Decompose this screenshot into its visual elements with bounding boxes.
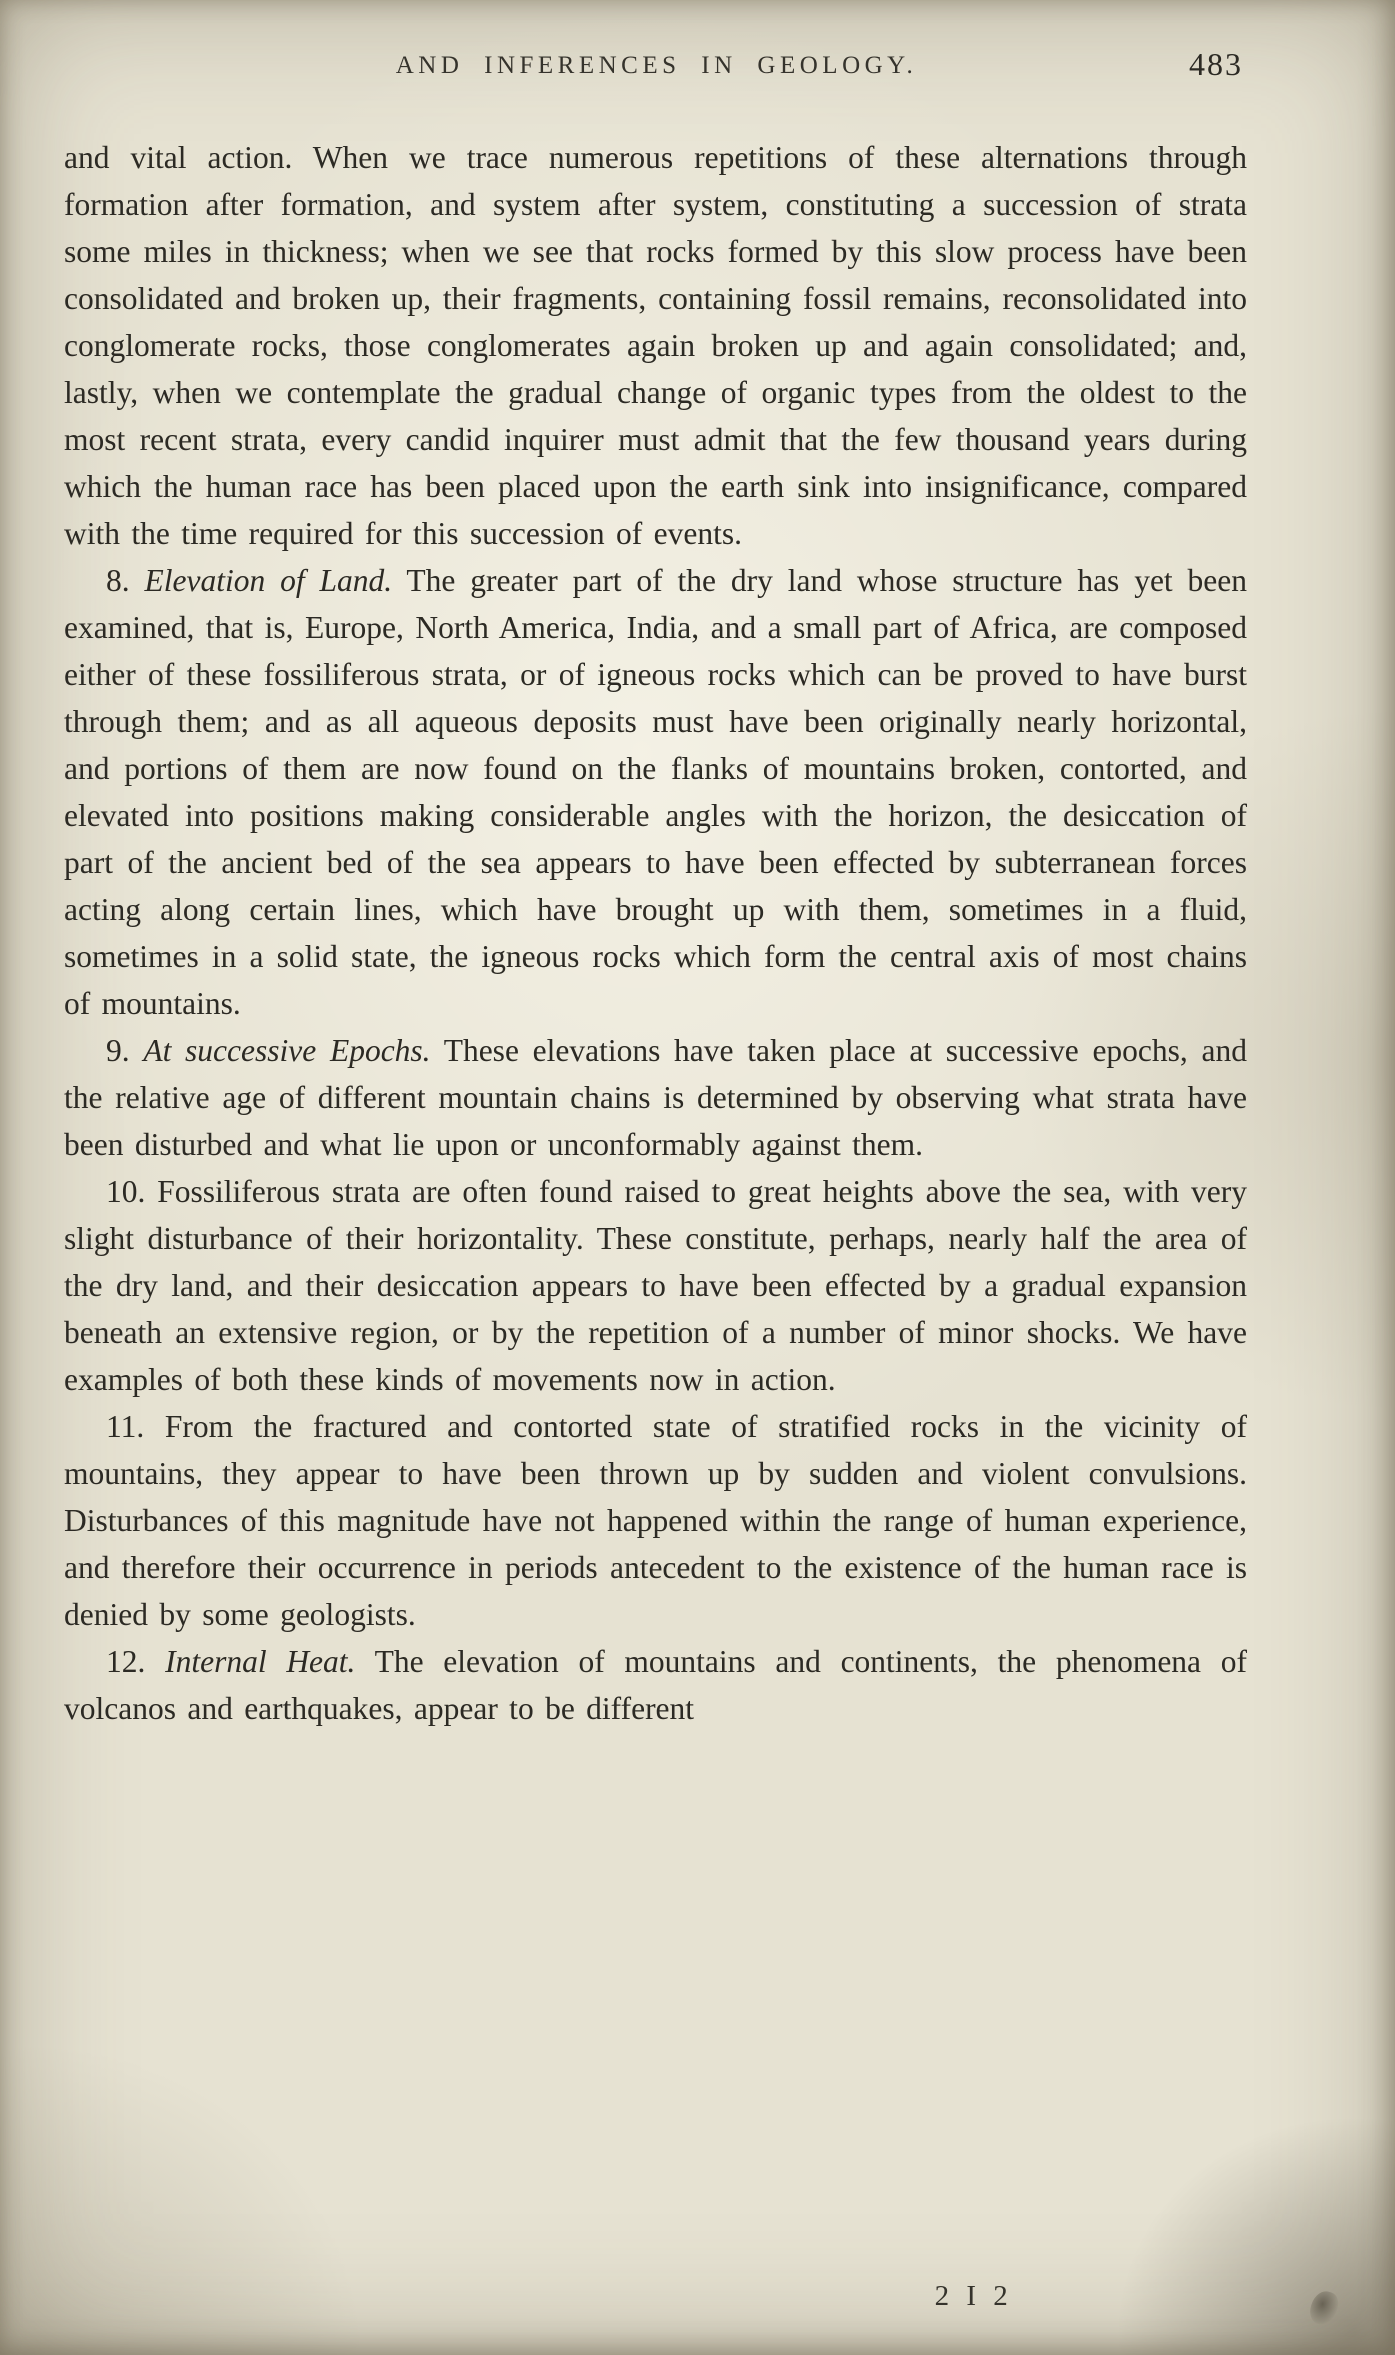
paragraph xyxy=(64,1168,1247,1403)
text-run: and vital action. When we trace numerous repetitions of these alternations through formation after formation, and system after system, constituting a succession of strata some miles in thickness; when we see that rocks formed by this slow process have been consolidated and broken up, their fragments, containing fossil remains, reconsolidated into conglomerate rocks, those conglomerates again broken up and again consolidated; and, lastly, when we contemplate the gradual change of organic types from the oldest to the most recent strata, every candid inquirer must admit that the few thousand years during which the human race has been placed upon the earth sink into insignificance, compared with the time required for this succession of events. xyxy=(64,140,1247,551)
page-header xyxy=(68,46,1245,102)
running-title: AND INFERENCES IN GEOLOGY. xyxy=(395,52,918,79)
section-title-text: At successive Epochs. xyxy=(143,1033,431,1068)
page-number: 483 xyxy=(1189,46,1243,82)
signature-mark: 2 I 2 xyxy=(934,2280,1013,2312)
text-run: 12. xyxy=(106,1644,166,1679)
paragraph xyxy=(64,1027,1247,1168)
text-run: 10. Fossiliferous strata are often found raised to great heights above the sea, with very slight disturbance of their horizontality. These constitute, perhaps, nearly half the area of the dry land, and their desiccation appears to have been effected by a gradual expansion beneath an extensive region, or by the repetition of a number of minor shocks. We have examples of both these kinds of movements now in action. xyxy=(64,1174,1247,1397)
text-run: The elevation of mountains and continents, the phenomena of volcanos and earthquakes, appear to be different xyxy=(64,1644,1248,1726)
text-run: These elevations have taken place at successive epochs, and the relative age of different mountain chains is determined by observing what strata have been disturbed and what lie upon or unconformably against them. xyxy=(64,1033,1247,1162)
text-run: The greater part of the dry land whose structure has yet been examined, that is, Europe, North America, India, and a small part of Africa, are composed either of these fossiliferous strata, or of igneous rocks which can be proved to have burst through them; and as all aqueous deposits must have been originally nearly horizontal, and portions of them are now found on the flanks of mountains broken, contorted, and elevated into positions making considerable angles with the horizon, the desiccation of part of the ancient bed of the sea appears to have been effected by subterranean forces acting along certain lines, which have brought up with them, sometimes in a fluid, sometimes in a solid state, the igneous rocks which form the central axis of most chains of mountains. xyxy=(64,563,1248,1021)
body-text xyxy=(64,134,1247,1732)
text-run: 11. From the fractured and contorted state of stratified rocks in the vicinity of mountains, they appear to have been thrown up by sudden and violent convulsions. Disturbances of this magnitude have not happened within the range of human experience, and therefore their occurrence in periods antecedent to the existence of the human race is denied by some geologists. xyxy=(64,1409,1247,1632)
scan-blemish xyxy=(1306,2288,1341,2328)
paragraph xyxy=(64,134,1247,557)
paragraph xyxy=(64,1403,1247,1638)
paragraph xyxy=(64,557,1247,1027)
text-run: 9. xyxy=(106,1033,144,1068)
section-title-text: Elevation of Land. xyxy=(144,563,393,598)
paragraph xyxy=(64,1638,1247,1732)
text-run: 8. xyxy=(106,563,145,598)
section-title-text: Internal Heat. xyxy=(165,1644,356,1679)
